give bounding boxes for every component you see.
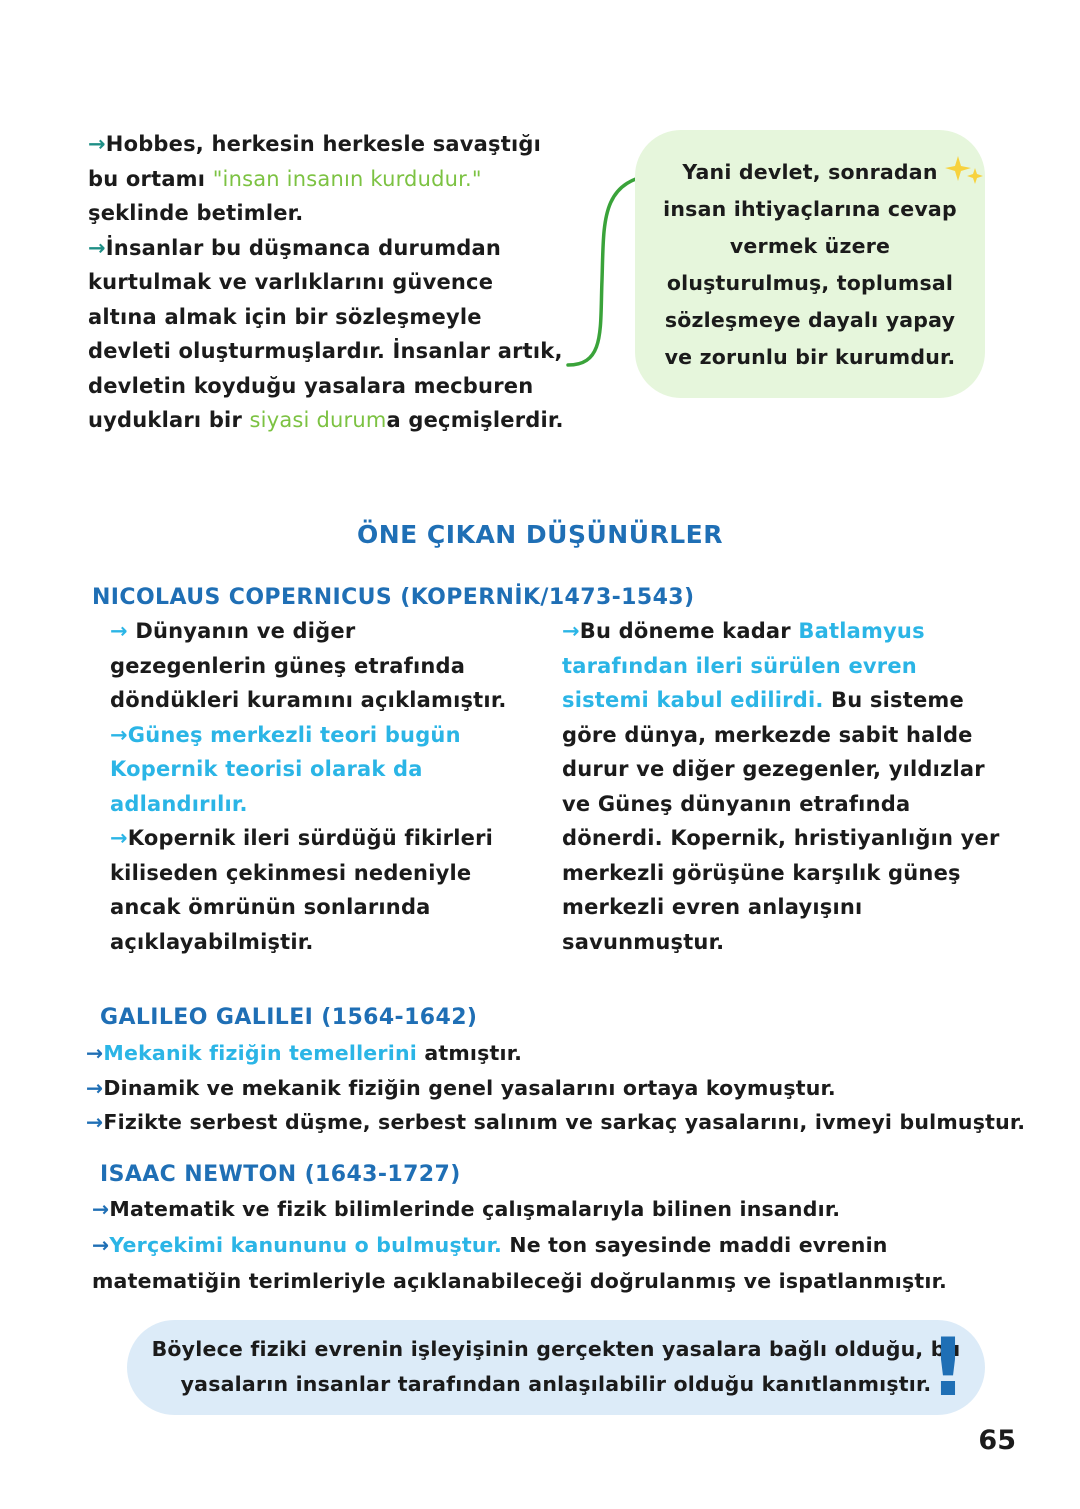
copernicus-left-p3: →Kopernik ileri sürdüğü fikirleri kiliseden çekinmesi nedeniyle ancak ömrünün sonlarında açıklayabilmiştir.	[110, 826, 494, 954]
arrow-icon: →	[86, 1041, 104, 1065]
batlamyus-highlight: Batlamyus tarafından ileri sürülen evren sistemi kabul edilirdi.	[562, 619, 925, 712]
blue-note-line: yasaların insanlar tarafından anlaşılabilir olduğu kanıtlanmıştır.	[180, 1372, 932, 1396]
arrow-icon: →	[92, 1197, 110, 1221]
galileo-item: →Fizikte serbest düşme, serbest salınım ve sarkaç yasalarını, ivmeyi bulmuştur.	[86, 1110, 1026, 1134]
arrow-icon: →	[110, 722, 128, 747]
copernicus-left-p1: → Dünyanın ve diğer gezegenlerin güneş etrafında döndükleri kuramını açıklamıştır.	[110, 619, 507, 712]
galileo-item: →Mekanik fiziğin temellerini atmıştır.	[86, 1041, 523, 1065]
hobbes-quote: "insan insanın kurdudur."	[212, 166, 482, 191]
arrow-icon: →	[110, 619, 136, 643]
mekanik-highlight: Mekanik fiziğin temellerini	[103, 1041, 417, 1065]
copernicus-right-column	[562, 614, 1002, 959]
green-note-line: sözleşmeye dayalı yapay	[664, 308, 956, 332]
blue-note-line: Böylece fiziki evrenin işleyişinin gerçekten yasalara bağlı olduğu, bu	[151, 1337, 961, 1361]
copernicus-left-p2: →Güneş merkezli teori bugün Kopernik teorisi olarak da adlandırılır.	[110, 722, 461, 816]
hobbes-p2: →İnsanlar bu düşmanca durumdan kurtulmak ve varlıklarını güvence altına almak için bir sözleşmeyle devleti oluşturmuşlardır. İnsanlar artık, devletin koyduğu yasalara mecburen uydukları bir siyasi duruma geçmişlerdir.	[88, 235, 564, 432]
hobbes-paragraph	[88, 127, 568, 438]
stars-icon	[940, 150, 988, 198]
green-note-line: ve zorunlu bir kurumdur.	[664, 345, 956, 369]
green-note-line: vermek üzere	[729, 234, 891, 258]
arrow-icon: →	[562, 619, 580, 643]
copernicus-heading: NICOLAUS COPERNICUS (KOPERNİK/1473-1543)	[92, 585, 695, 610]
blue-note-box	[127, 1320, 985, 1415]
siyasi-durum-highlight: siyasi durum	[249, 408, 387, 432]
galileo-heading: GALILEO GALILEI (1564-1642)	[100, 1005, 478, 1030]
yercekimi-highlight: Yerçekimi kanununu o bulmuştur.	[109, 1233, 503, 1257]
green-note-line: oluşturulmuş, toplumsal	[666, 271, 954, 295]
green-note-line: insan ihtiyaçlarına cevap	[663, 197, 957, 221]
hobbes-p1: →Hobbes, herkesin herkesle savaştığı bu ortamı "insan insanın kurdudur." şeklinde betimler.	[88, 132, 541, 225]
copernicus-left-column	[110, 614, 510, 959]
galileo-list	[86, 1036, 1046, 1140]
galileo-item: →Dinamik ve mekanik fiziğin genel yasalarını ortaya koymuştur.	[86, 1075, 836, 1100]
newton-heading: ISAAC NEWTON (1643-1727)	[100, 1162, 461, 1187]
page-number: 65	[978, 1425, 1016, 1456]
exclamation-icon: !	[929, 1321, 967, 1414]
arrow-icon: →	[86, 1075, 104, 1100]
newton-item: →Matematik ve fizik bilimlerinde çalışmalarıyla bilinen insandır.	[92, 1197, 841, 1221]
arrow-icon: →	[92, 1233, 110, 1257]
green-note-line: Yani devlet, sonradan	[682, 160, 938, 184]
newton-item: →Yerçekimi kanununu o bulmuştur. Ne ton sayesinde maddi evrenin matematiğin terimleriyle açıklanabileceği doğrulanmış ve ispatlanmıştır.	[92, 1233, 948, 1293]
newton-list	[92, 1191, 992, 1299]
arrow-icon: →	[88, 235, 106, 260]
arrow-icon: →	[110, 826, 128, 850]
green-note-box	[635, 130, 985, 398]
arrow-icon: →	[88, 132, 106, 156]
arrow-icon: →	[86, 1110, 104, 1134]
copernicus-right-p: →Bu döneme kadar Batlamyus tarafından ileri sürülen evren sistemi kabul edilirdi. Bu sisteme göre dünya, merkezde sabit halde durur ve diğer gezegenler, yıldızlar ve Güneş dünyanın etrafında dönerdi. Kopernik, hristiyanlığın yer merkezli görüşüne karşılık güneş merkezli evren anlayışını savunmuştur.	[562, 619, 1000, 954]
section-title: ÖNE ÇIKAN DÜŞÜNÜRLER	[356, 520, 724, 549]
